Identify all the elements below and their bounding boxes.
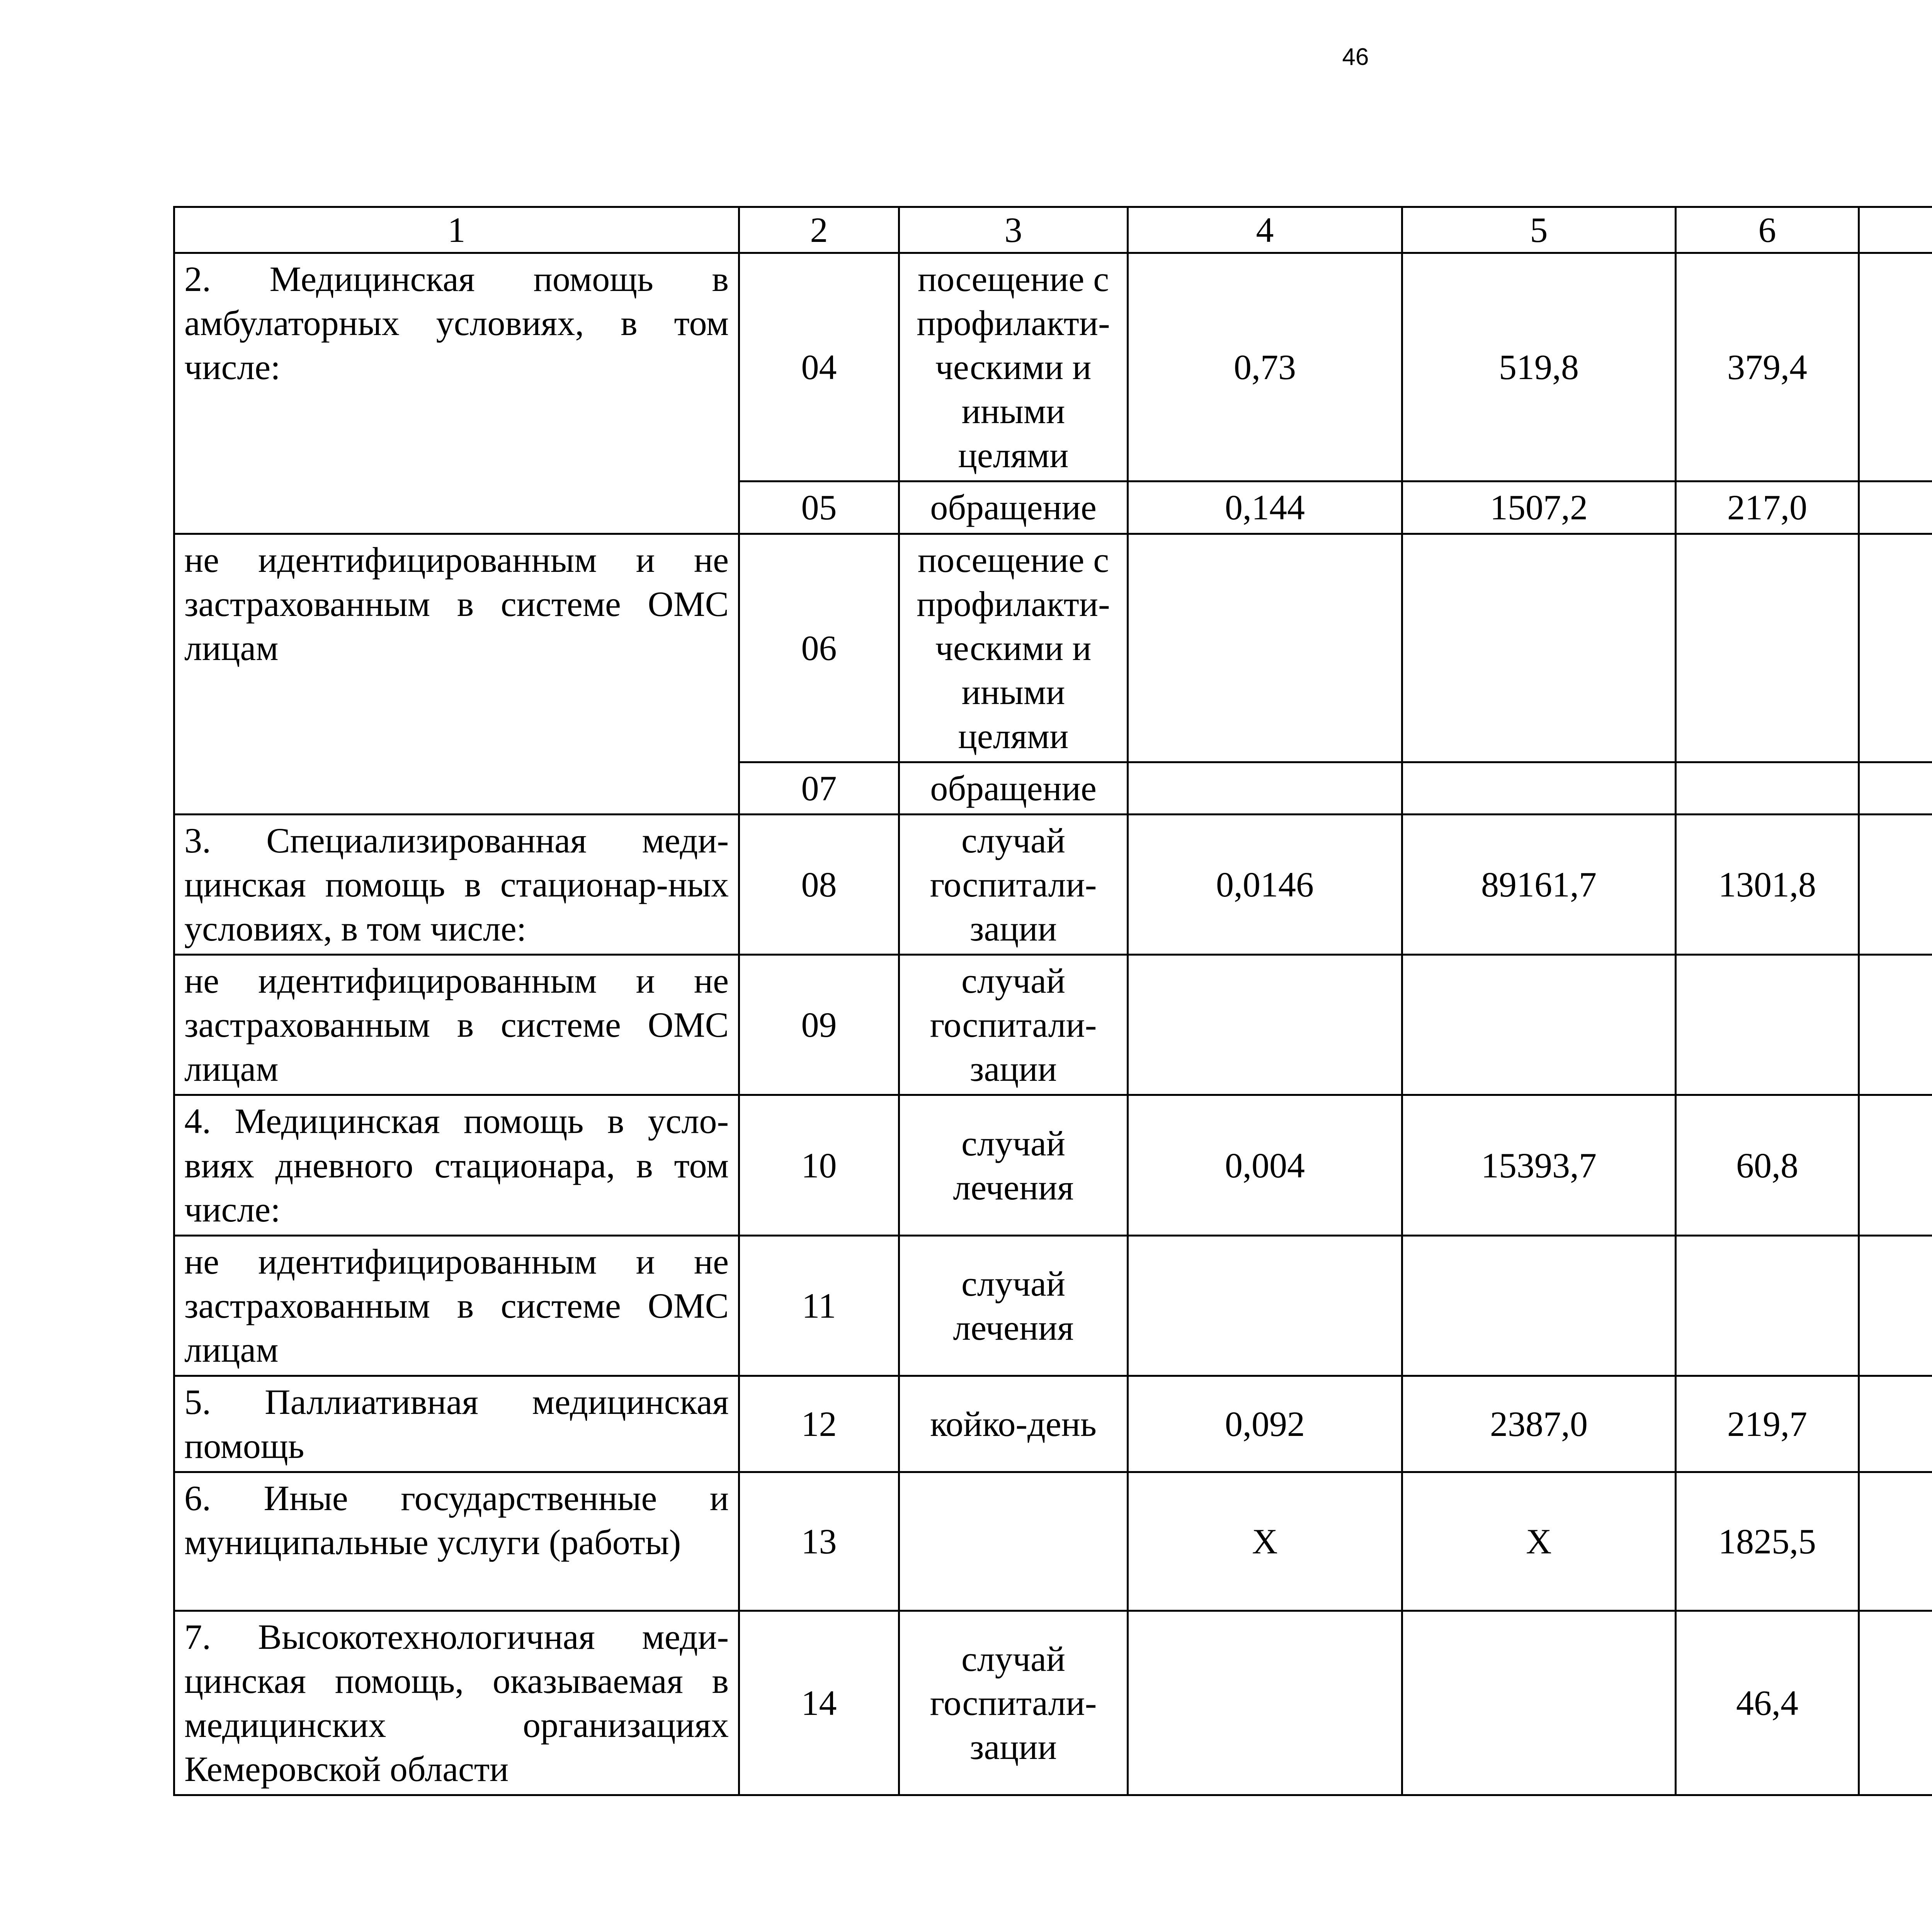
row-name-cell: не идентифицированным и не застрахованным в системе ОМС лицам [174, 955, 739, 1095]
code-cell: 10 [739, 1095, 899, 1235]
value-cell [1128, 762, 1402, 814]
code-cell: 09 [739, 955, 899, 1095]
code-cell: 14 [739, 1611, 899, 1795]
header-cell: 2 [739, 207, 899, 253]
row-name-cell: 7. Высокотехнологичная меди-цинская помощь, оказываемая в медицинских организациях Кемеровской области [174, 1611, 739, 1795]
value-cell [1402, 534, 1676, 762]
value-cell [1128, 1235, 1402, 1376]
value-cell [1676, 1235, 1859, 1376]
code-cell: 11 [739, 1235, 899, 1376]
row-name-cell: не идентифицированным и не застрахованным в системе ОМС лицам [174, 1235, 739, 1376]
value-cell [1128, 955, 1402, 1095]
value-cell: 1301,8 [1676, 815, 1859, 955]
header-cell: 4 [1128, 207, 1402, 253]
value-cell: 0,73 [1128, 253, 1402, 481]
value-cell [1859, 1376, 1932, 1472]
value-cell [1859, 1611, 1932, 1795]
unit-cell: случай госпитали-зации [899, 815, 1128, 955]
row-name-cell: 6. Иные государственные и муниципальные услуги (работы) [174, 1472, 739, 1611]
unit-cell [899, 1472, 1128, 1611]
table-row [174, 1095, 1932, 1235]
value-cell: 46,4 [1676, 1611, 1859, 1795]
table-row [174, 1235, 1932, 1376]
value-cell: X [1402, 1472, 1676, 1611]
code-cell: 04 [739, 253, 899, 481]
header-cell: 3 [899, 207, 1128, 253]
value-cell [1859, 481, 1932, 534]
header-cell: 6 [1676, 207, 1859, 253]
value-cell: 15393,7 [1402, 1095, 1676, 1235]
header-row [174, 207, 1932, 253]
value-cell [1676, 955, 1859, 1095]
unit-cell: обращение [899, 481, 1128, 534]
value-cell [1859, 955, 1932, 1095]
value-cell [1128, 1611, 1402, 1795]
value-cell [1128, 534, 1402, 762]
unit-cell: посещение с профилакти-ческими и иными целями [899, 534, 1128, 762]
code-cell: 13 [739, 1472, 899, 1611]
value-cell: 0,004 [1128, 1095, 1402, 1235]
value-cell: 217,0 [1676, 481, 1859, 534]
code-cell: 12 [739, 1376, 899, 1472]
value-cell [1859, 762, 1932, 814]
code-cell: 05 [739, 481, 899, 534]
value-cell: X [1128, 1472, 1402, 1611]
code-cell: 08 [739, 815, 899, 955]
value-cell: 1507,2 [1402, 481, 1676, 534]
code-cell: 06 [739, 534, 899, 762]
value-cell: 2387,0 [1402, 1376, 1676, 1472]
value-cell: 379,4 [1676, 253, 1859, 481]
value-cell: 89161,7 [1402, 815, 1676, 955]
header-cell: 1 [174, 207, 739, 253]
table-row [174, 534, 1932, 762]
value-cell [1402, 955, 1676, 1095]
value-cell: 60,8 [1676, 1095, 1859, 1235]
value-cell [1859, 815, 1932, 955]
unit-cell: случай лечения [899, 1095, 1128, 1235]
code-cell: 07 [739, 762, 899, 814]
row-name-cell: 5. Паллиативная медицинская помощь [174, 1376, 739, 1472]
value-cell [1676, 762, 1859, 814]
value-cell [1859, 1472, 1932, 1611]
value-cell [1859, 1095, 1932, 1235]
table-row [174, 1472, 1932, 1611]
value-cell [1859, 1235, 1932, 1376]
value-cell: 0,092 [1128, 1376, 1402, 1472]
value-cell [1402, 762, 1676, 814]
value-cell [1402, 1235, 1676, 1376]
value-cell [1676, 534, 1859, 762]
value-cell: 219,7 [1676, 1376, 1859, 1472]
table-row [174, 955, 1932, 1095]
row-name-cell: 3. Специализированная меди-цинская помощь в стационар-ных условиях, в том числе: [174, 815, 739, 955]
unit-cell: койко-день [899, 1376, 1128, 1472]
value-cell [1402, 1611, 1676, 1795]
value-cell: 0,0146 [1128, 815, 1402, 955]
row-name-cell: 2. Медицинская помощь в амбулаторных условиях, в том числе: [174, 253, 739, 534]
unit-cell: обращение [899, 762, 1128, 814]
header-cell [1859, 207, 1932, 253]
unit-cell: случай госпитали-зации [899, 1611, 1128, 1795]
value-cell: 1825,5 [1676, 1472, 1859, 1611]
table-row [174, 253, 1932, 481]
value-cell [1859, 534, 1932, 762]
table-row [174, 1376, 1932, 1472]
table-row [174, 1611, 1932, 1795]
unit-cell: случай госпитали-зации [899, 955, 1128, 1095]
value-cell: 0,144 [1128, 481, 1402, 534]
row-name-cell: 4. Медицинская помощь в усло-виях дневного стационара, в том числе: [174, 1095, 739, 1235]
row-name-cell: не идентифицированным и не застрахованным в системе ОМС лицам [174, 534, 739, 814]
data-table [173, 206, 1932, 1796]
unit-cell: посещение с профилакти-ческими и иными целями [899, 253, 1128, 481]
page-number: 46 [1342, 44, 1369, 70]
unit-cell: случай лечения [899, 1235, 1128, 1376]
value-cell [1859, 253, 1932, 481]
table-row [174, 815, 1932, 955]
header-cell: 5 [1402, 207, 1676, 253]
value-cell: 519,8 [1402, 253, 1676, 481]
